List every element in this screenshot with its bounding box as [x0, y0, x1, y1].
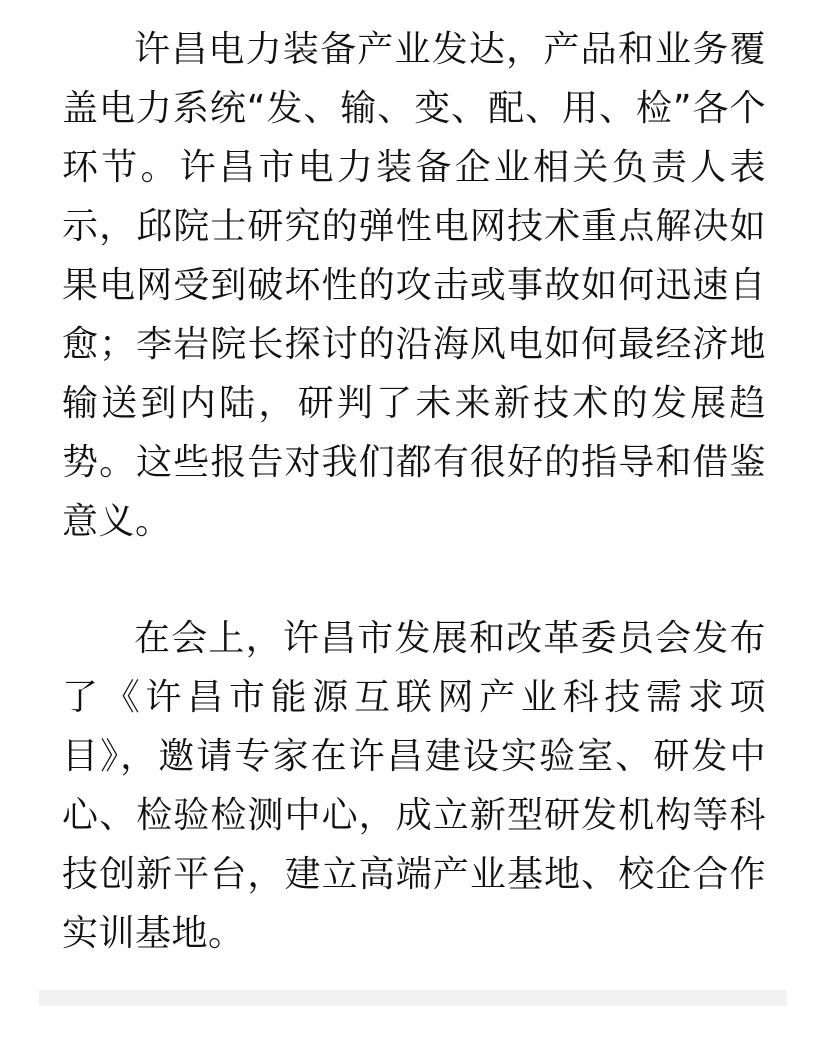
article-body	[62, 20, 766, 963]
paragraph-energy-internet-projects: 在会上，许昌市发展和改革委员会发布了《许昌市能源互联网产业科技需求项目》，邀请专家在许昌建设实验室、研发中心、检验检测中心，成立新型研发机构等科技创新平台，建立高端产业基地、校企合作实训基地。	[62, 618, 766, 954]
bottom-gray-strip	[39, 990, 787, 1006]
paragraph-power-equipment-industry: 许昌电力装备产业发达，产品和业务覆盖电力系统“发、输、变、配、用、检”各个环节。许昌市电力装备企业相关负责人表示，邱院士研究的弹性电网技术重点解决如果电网受到破坏性的攻击或事故如何迅速自愈；李岩院长探讨的沿海风电如何最经济地输送到内陆，研判了未来新技术的发展趋势。这些报告对我们都有很好的指导和借鉴意义。	[62, 29, 766, 542]
